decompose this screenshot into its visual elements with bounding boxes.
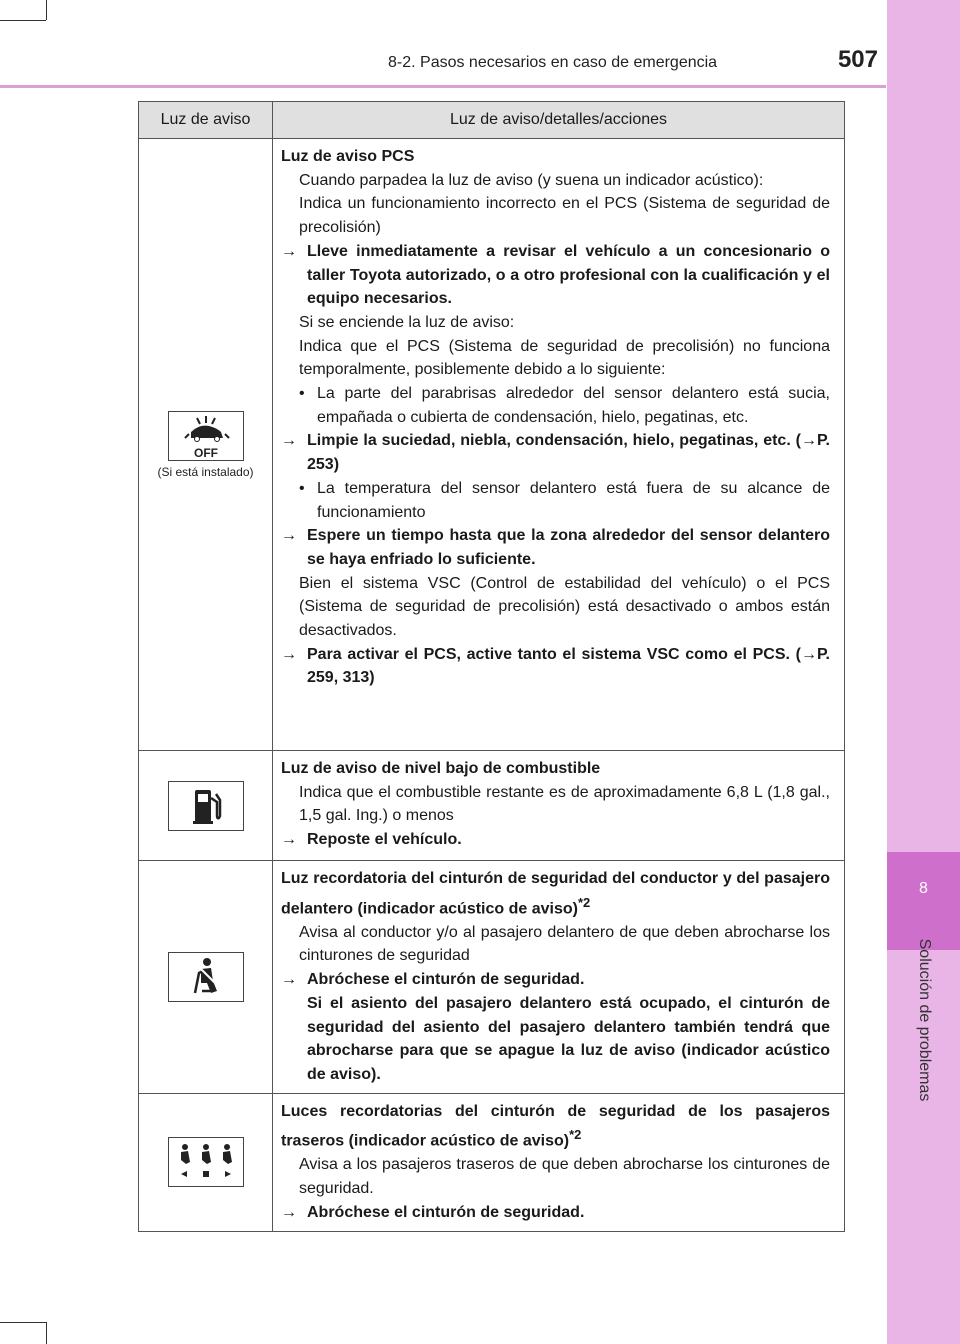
description-text: Bien el sistema VSC (Control de estabilidad del vehículo) o el PCS (Sistema de seguridad de precolisión) está desactivado o ambos están desactivados. — [299, 574, 830, 640]
page-number: 507 — [837, 46, 878, 73]
arrow-icon: → — [281, 527, 297, 545]
crop-mark — [46, 1322, 47, 1344]
description-text: Avisa al conductor y/o al pasajero delantero de que deben abrocharse los cinturones de seguridad — [299, 923, 830, 965]
action-line: → Reposte el vehículo. — [281, 828, 830, 852]
bullet-icon: • — [299, 479, 305, 497]
description-text: Cuando parpadea la luz de aviso (y suena un indicador acústico): — [299, 171, 764, 189]
arrow-icon: → — [281, 971, 297, 989]
page-reference: P. 253) — [307, 432, 830, 474]
side-tab-chapter — [887, 852, 960, 950]
column-header: Luz de aviso/detalles/acciones — [273, 102, 845, 139]
bullet-item: • La parte del parabrisas alrededor del sensor delantero está sucia, empañada o cubierta de condensación, hielo, pegatinas, etc. — [281, 382, 830, 429]
table-row — [139, 139, 845, 751]
footnote-mark: *2 — [569, 1127, 582, 1143]
action-line: → Lleve inmediatamente a revisar el vehículo a un concesionario o taller Toyota autorizado, o a otro profesional con la cualificación y el equipo necesarios. — [281, 240, 830, 311]
fuel-pump-icon — [168, 781, 244, 831]
arrow-icon: → — [281, 831, 297, 849]
icon-cell — [139, 861, 273, 1094]
description-text: Indica que el combustible restante es de aproximadamente 6,8 L (1,8 gal., 1,5 gal. Ing.) o menos — [299, 783, 830, 825]
warning-title: Luz de aviso PCS — [281, 148, 415, 165]
description-text: Indica un funcionamiento incorrecto en el PCS (Sistema de seguridad de precolisión) — [299, 195, 830, 237]
icon-cell — [139, 751, 273, 861]
seatbelt-reminder-icon — [168, 952, 244, 1002]
arrow-icon: → — [800, 645, 817, 663]
action-detail: Si el asiento del pasajero delantero está ocupado, el cinturón de seguridad del asiento del pasajero delantero también tendrá que abrocharse para que se apague la luz de aviso (indicador acústico de aviso). — [307, 994, 830, 1083]
warning-title: Luz recordatoria del cinturón de seguridad del conductor y del pasajero delantero (indicador acústico de aviso)$^{*2}$ — [281, 870, 830, 918]
warning-lights-table — [138, 101, 845, 1232]
description-cell — [273, 1093, 845, 1231]
warning-title: Luz de aviso de nivel bajo de combustible — [281, 760, 601, 777]
side-tab — [887, 0, 960, 1344]
warning-title: Luces recordatorias del cinturón de seguridad de los pasajeros traseros (indicador acústico de aviso)$^{*2}$ — [281, 1102, 830, 1150]
bullet-icon: • — [299, 385, 305, 403]
table-row — [139, 751, 845, 861]
action-line: → Para activar el PCS, active tanto el sistema VSC como el PCS. (→P. 259, 313) — [281, 643, 830, 690]
table-row — [139, 1093, 845, 1231]
icon-cell — [139, 139, 273, 751]
crop-mark — [0, 20, 46, 21]
arrow-icon: → — [800, 432, 817, 450]
crop-mark — [46, 0, 47, 20]
description-cell — [273, 139, 845, 751]
arrow-icon: → — [281, 242, 297, 260]
page-reference: P. 259, 313) — [307, 645, 830, 687]
header-rule — [0, 85, 886, 88]
description-text: Indica que el PCS (Sistema de seguridad de precolisión) no funciona temporalmente, posiblemente debido a lo siguiente: — [299, 337, 830, 379]
icon-cell — [139, 1093, 273, 1231]
description-text: Avisa a los pasajeros traseros de que deben abrocharse los cinturones de seguridad. — [299, 1156, 830, 1198]
pcs-off-warning-icon — [168, 411, 244, 461]
bullet-item: • La temperatura del sensor delantero está fuera de su alcance de funcionamiento — [281, 477, 830, 524]
action-line: → Abróchese el cinturón de seguridad. — [281, 1201, 830, 1225]
footnote-mark: *2 — [577, 894, 591, 910]
arrow-icon: → — [281, 432, 297, 450]
chapter-number: 8 — [919, 880, 928, 897]
action-line: → Limpie la suciedad, niebla, condensación, hielo, pegatinas, etc. (→P. 253) — [281, 429, 830, 476]
table-row — [139, 861, 845, 1094]
action-line: → Espere un tiempo hasta que la zona alrededor del sensor delantero se haya enfriado lo suficiente. — [281, 524, 830, 571]
column-header: Luz de aviso — [139, 102, 273, 139]
arrow-icon: → — [281, 1203, 297, 1221]
description-cell — [273, 751, 845, 861]
chapter-label: Solución de problemas — [916, 938, 933, 1102]
arrow-icon: → — [281, 645, 297, 663]
page-header — [138, 40, 878, 80]
icon-caption: (Si está instalado) — [157, 464, 254, 479]
description-text: Si se enciende la luz de aviso: — [299, 313, 515, 331]
description-cell — [273, 861, 845, 1094]
crop-mark — [0, 1322, 46, 1323]
section-title: 8-2. Pasos necesarios en caso de emergencia — [388, 54, 718, 71]
off-label: OFF — [193, 445, 218, 460]
table-header-row — [139, 102, 845, 139]
action-line: → Abróchese el cinturón de seguridad. — [281, 968, 830, 992]
rear-seatbelt-reminder-icon — [168, 1137, 244, 1187]
